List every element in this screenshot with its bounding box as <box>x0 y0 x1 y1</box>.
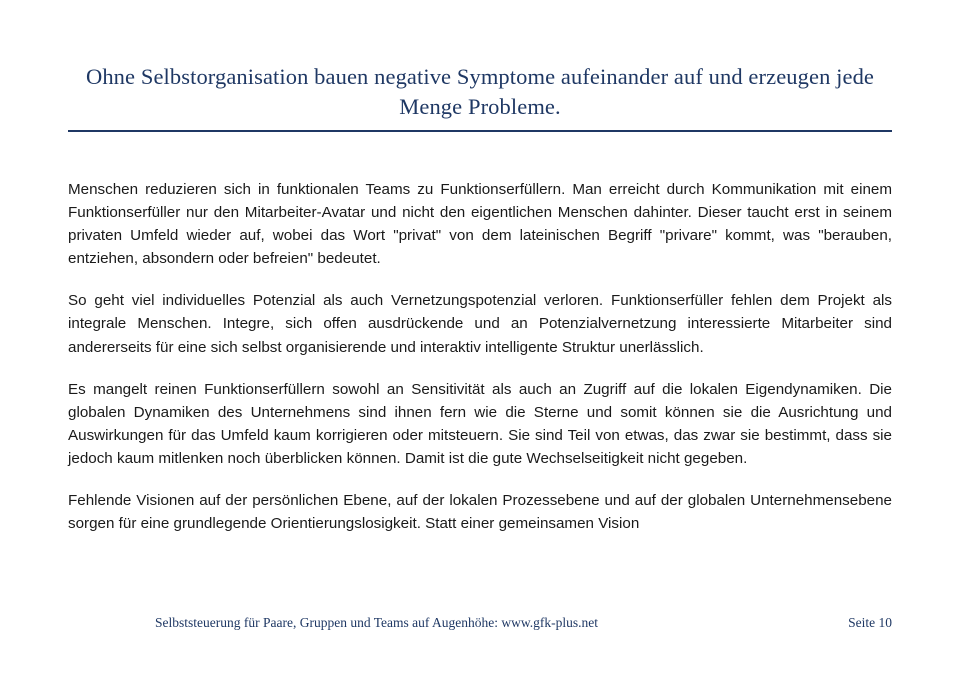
page-title: Ohne Selbstorganisation bauen negative Symptome aufeinander auf und erzeugen jede Menge Probleme. <box>85 64 875 120</box>
paragraph: Menschen reduzieren sich in funktionalen Teams zu Funktionserfüllern. Man erreicht durch Kommunikation mit einem Funktionserfüller nur den Mitarbeiter-Avatar und nicht den eigentlichen Menschen dahinter. Dieser taucht erst in seinem privaten Umfeld wieder auf, wobei das Wort "privat" von dem lateinischen Begriff "privare" kommt, was "berauben, entziehen, absondern oder befreien" bedeutet. <box>68 181 892 268</box>
body-content <box>68 178 892 535</box>
paragraph: So geht viel individuelles Potenzial als auch Vernetzungspotenzial verloren. Funktionserfüller fehlen dem Projekt als integrale Menschen. Integre, sich offen ausdrückende und an Potenzialvernetzung interessierte Mitarbeiter sind andererseits für eine sich selbst organisierende und interaktiv intelligente Struktur unerlässlich. <box>68 292 892 356</box>
page-footer <box>0 615 960 639</box>
footer-page-number: Seite 10 <box>848 615 892 630</box>
paragraph: Fehlende Visionen auf der persönlichen Ebene, auf der lokalen Prozessebene und auf der globalen Unternehmensebene sorgen für eine grundlegende Orientierungslosigkeit. Statt einer gemeinsamen Vision <box>68 492 892 533</box>
paragraph: Es mangelt reinen Funktionserfüllern sowohl an Sensitivität als auch an Zugriff auf die lokalen Eigendynamiken. Die globalen Dynamiken des Unternehmens sind ihnen fern wie die Sterne und somit können sie die Ausrichtung und Auswirkungen für das Umfeld kaum korrigieren oder mitsteuern. Sie sind Teil von etwas, das zwar sie bestimmt, dass sie jedoch kaum mitlenken noch überblicken können. Damit ist die gute Wechselseitigkeit nicht gegeben. <box>68 380 892 467</box>
title-divider <box>68 130 892 132</box>
page-title-block <box>68 62 892 123</box>
footer-source-text: Selbststeuerung für Paare, Gruppen und Teams auf Augenhöhe: www.gfk-plus.net <box>155 615 598 630</box>
